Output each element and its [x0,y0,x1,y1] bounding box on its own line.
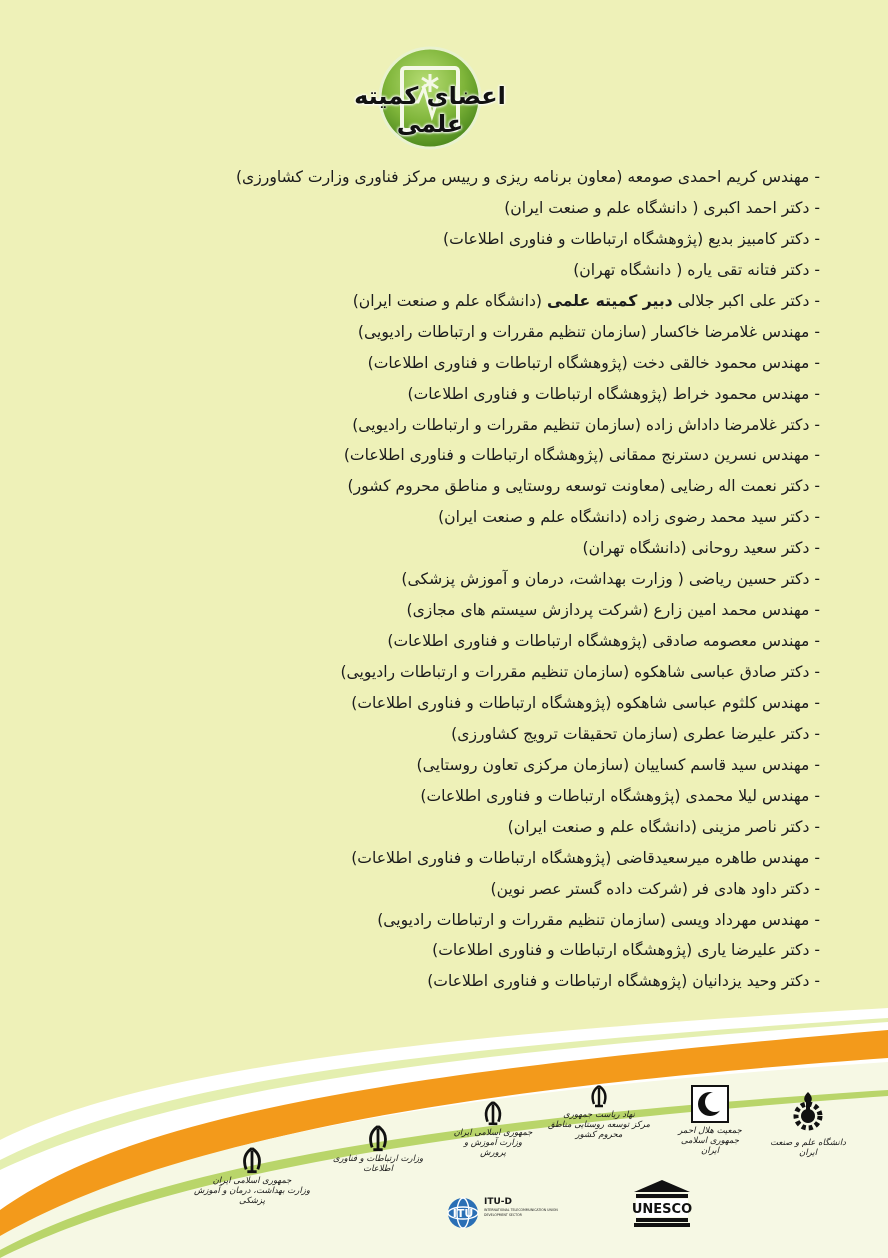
education-ministry-logo: جمهوری اسلامی ایران وزارت آموزش و پرورش [450,1100,536,1158]
secretary-label: دبیر کمیته علمی [546,291,673,310]
list-item: - مهندس کلثوم عباسی شاهکوه (پژوهشگاه ارتباطات و فناوری اطلاعات) [351,693,820,712]
rural-development-logo: نهاد ریاست جمهوری مرکز توسعه روستایی مناطق محروم کشور [540,1084,658,1140]
list-item: - مهندس محمود خالقی دخت (پژوهشگاه ارتباطات و فناوری اطلاعات) [367,353,820,372]
list-item: - دکتر علیرضا عطری (سازمان تحقیقات ترویج کشاورزی) [451,724,820,743]
list-item: - دکتر علیرضا یاری (پژوهشگاه ارتباطات و فناوری اطلاعات) [432,941,820,960]
itu-globe-icon [446,1196,480,1230]
list-item: - دکتر ناصر مزینی (دانشگاه علم و صنعت ایران) [507,817,820,836]
list-item: - دکتر علی اکبر جلالی دبیر کمیته علمی (دانشگاه علم و صنعت ایران) [352,291,820,310]
list-item: - دکتر حسین ریاضی ( وزارت بهداشت، درمان و آموزش پزشکی) [401,570,820,589]
list-item: - مهندس غلامرضا خاکسار (سازمان تنظیم مقررات و ارتباطات رادیویی) [357,322,820,341]
list-item: - مهندس کریم احمدی صومعه (معاون برنامه ریزی و رییس مرکز فناوری وزارت کشاورزی) [235,168,820,186]
list-item: - دکتر سعید روحانی (دانشگاه تهران) [582,539,820,558]
list-item: - مهندس معصومه صادقی (پژوهشگاه ارتباطات و فناوری اطلاعات) [387,632,820,651]
red-crescent-logo: جمعیت هلال احمر جمهوری اسلامی ایران [672,1084,748,1156]
unesco-logo [626,1178,698,1230]
list-item: - دکتر صادق عباسی شاهکوه (سازمان تنظیم مقررات و ارتباطات رادیویی) [340,663,820,681]
page-title: اعضای کمیته علمی [354,82,506,138]
itu-text: ITU [452,1207,474,1220]
list-item: - دکتر غلامرضا داداش زاده (سازمان تنظیم مقررات و ارتباطات رادیویی) [352,415,820,434]
health-ministry-logo: جمهوری اسلامی ایران وزارت بهداشت، درمان و آموزش پزشکی [182,1146,322,1206]
list-item: - مهندس طاهره میرسعیدقاضی (پژوهشگاه ارتباطات و فناوری اطلاعات) [351,848,820,867]
emblem-icon [365,1124,391,1152]
list-item: - دکتر داود هادی فر (شرکت داده گستر عصر نوین) [490,879,820,898]
list-item: - دکتر وحید یزدانیان (پژوهشگاه ارتباطات و فناوری اطلاعات) [427,972,820,991]
list-item: - مهندس محمود خراط (پژوهشگاه ارتباطات و فناوری اطلاعات) [407,384,820,403]
emblem-icon [239,1146,265,1174]
list-item: - مهندس نسرین دسترنج ممقانی (پژوهشگاه ارتباطات و فناوری اطلاعات) [343,446,820,465]
list-item: - مهندس مهرداد ویسی (سازمان تنظیم مقررات و ارتباطات رادیویی) [377,910,820,929]
list-item: - دکتر سید محمد رضوی زاده (دانشگاه علم و صنعت ایران) [438,508,820,527]
list-item: - دکتر کامبیز بدیع (پژوهشگاه ارتباطات و فناوری اطلاعات) [443,229,820,248]
list-item: - دکتر فتانه تقی یاره ( دانشگاه تهران) [573,260,820,279]
emblem-icon [588,1084,610,1108]
itu-logo: ITU ITU-D INTERNATIONAL TELECOMMUNICATION UNION DEVELOPMENT SECTOR [446,1196,556,1230]
unesco-text: UNESCO [631,1202,693,1217]
bottom-swoosh [0,1000,888,1258]
list-item: - دکتر احمد اکبری ( دانشگاه علم و صنعت ایران) [504,198,820,217]
emblem-icon [481,1100,505,1126]
member-list [100,162,820,997]
itu-d-label: ITU-D [484,1197,513,1207]
list-item: - مهندس محمد امین زارع (شرکت پردازش سیستم های مجازی) [406,601,820,620]
unesco-temple-icon [630,1178,694,1228]
gear-torch-icon [790,1092,826,1136]
list-item: - مهندس سید قاسم کساییان (سازمان مرکزی تعاون روستایی) [416,755,820,774]
list-item: - دکتر نعمت اله رضایی (معاونت توسعه روستایی و مناطق محروم کشور) [347,477,820,496]
ict-ministry-logo: وزارت ارتباطات و فناوری اطلاعات [318,1124,438,1174]
iust-logo: دانشگاه علم و صنعت ایران [766,1092,850,1158]
list-item: - مهندس لیلا محمدی (پژوهشگاه ارتباطات و فناوری اطلاعات) [420,786,820,805]
red-crescent-icon [690,1084,730,1124]
